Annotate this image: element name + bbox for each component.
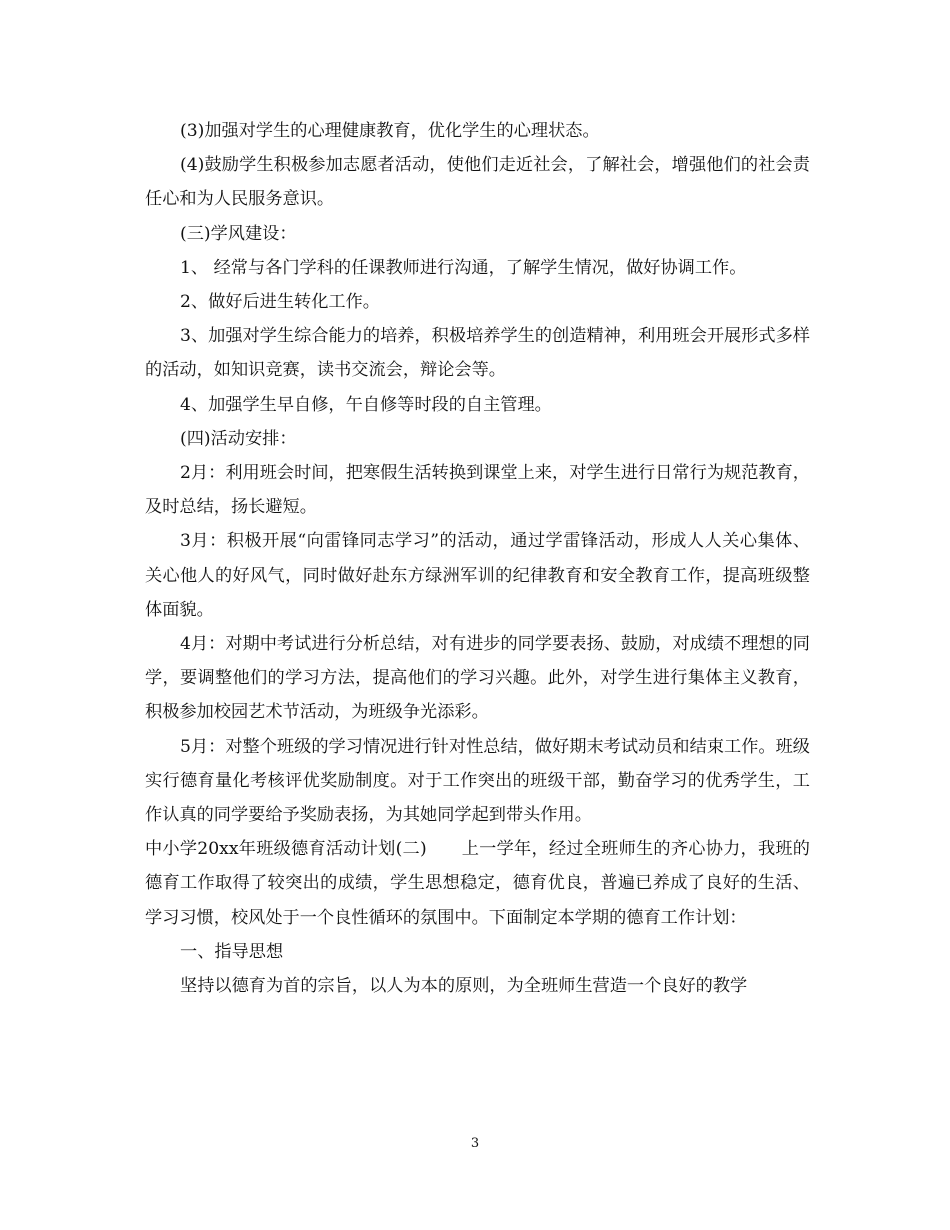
section-heading-guiding-thought: 一、指导思想: [180, 941, 284, 962]
list-item-3: 3、加强对学生综合能力的培养，积极培养学生的创造精神，利用班会开展形式多样的活动，如知识竞赛，读书交流会，辩论会等。: [145, 326, 810, 381]
paragraph-psych-health: (3)加强对学生的心理健康教育，优化学生的心理状态。: [180, 121, 600, 141]
paragraph-guiding-thought: 坚持以德育为首的宗旨，以人为本的原则，为全班师生营造一个良好的教学: [180, 976, 748, 997]
month-april: 4月：对期中考试进行分析总结，对有进步的同学要表扬、鼓励，对成绩不理想的同学，要调整他们的学习方法，提高他们的学习兴趣。此外，对学生进行集体主义教育，积极参加校园艺术节活动，为班级争光添彩。: [145, 634, 810, 723]
section-heading-study-style: (三)学风建设：: [180, 223, 297, 244]
page-number: 3: [470, 1136, 480, 1151]
month-may: 5月：对整个班级的学习情况进行针对性总结，做好期末考试动员和结束工作。班级实行德育量化考核评优奖励制度。对于工作突出的班级干部，勤奋学习的优秀学生，工作认真的同学要给予奖励表扬，为其她同学起到带头作用。: [145, 736, 810, 826]
list-item-1: 1、 经常与各门学科的任课教师进行沟通，了解学生情况，做好协调工作。: [180, 257, 747, 278]
body-text: [145, 114, 810, 1003]
month-february: 2月：利用班会时间，把寒假生活转换到课堂上来，对学生进行日常行为规范教育，及时总结，扬长避短。: [145, 463, 810, 518]
section-heading-activities: (四)活动安排：: [180, 428, 297, 449]
list-item-2: 2、做好后进生转化工作。: [180, 292, 380, 313]
plan-two-intro: 中小学20xx年班级德育活动计划(二) 上一学年，经过全班师生的齐心协力，我班的德育工作取得了较突出的成绩，学生思想稳定，德育优良，普遍已养成了良好的生活、学习习惯，校风处于一个良性循环的氛围中。下面制定本学期的德育工作计划：: [145, 839, 810, 928]
list-item-4: 4、加强学生早自修，午自修等时段的自主管理。: [180, 394, 552, 415]
paragraph-volunteer: (4)鼓励学生积极参加志愿者活动，使他们走近社会，了解社会，增强他们的社会责任心和为人民服务意识。: [145, 155, 810, 210]
month-march: 3月：积极开展“向雷锋同志学习”的活动，通过学雷锋活动，形成人人关心集体、关心他人的好风气，同时做好赴东方绿洲军训的纪律教育和安全教育工作，提高班级整体面貌。: [145, 531, 810, 620]
